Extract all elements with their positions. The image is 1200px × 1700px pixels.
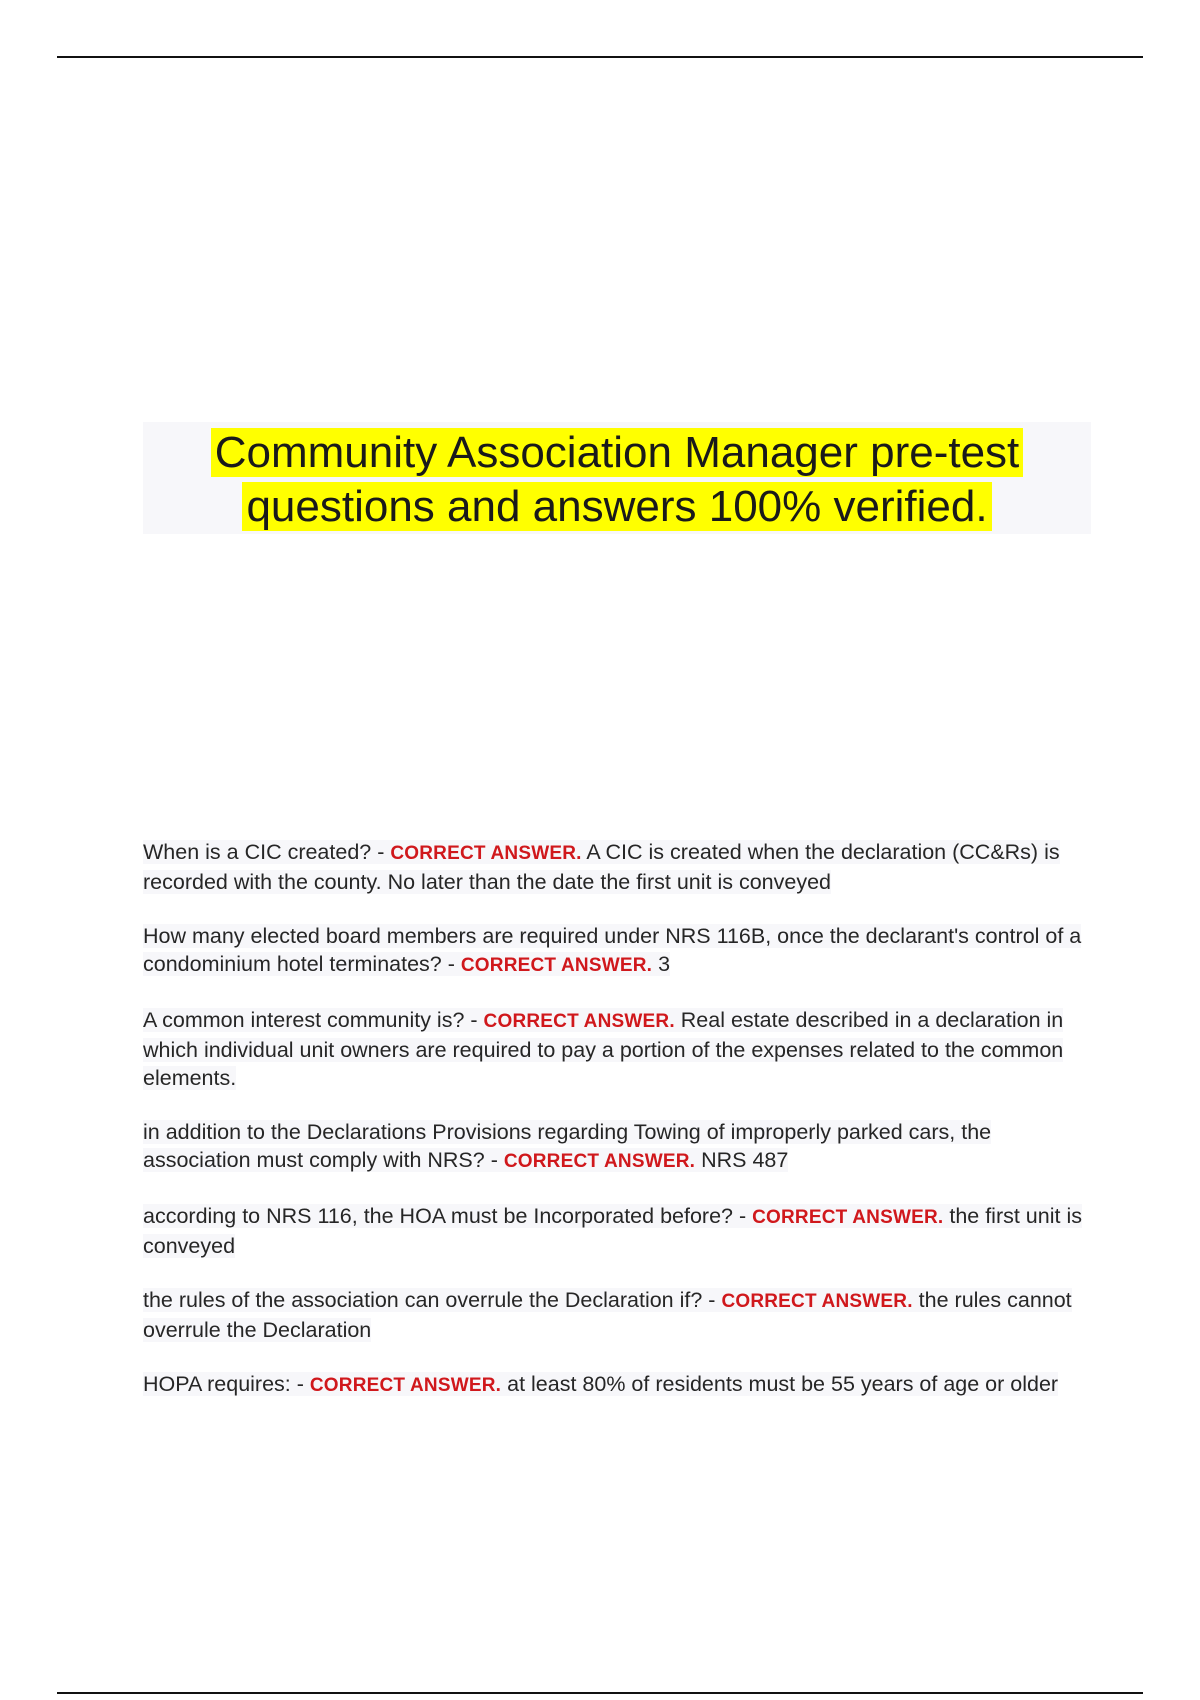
qa-answer: the rules cannot overrule the Declaration xyxy=(143,1288,1072,1342)
correct-answer-label: CORRECT ANSWER xyxy=(483,1011,670,1032)
correct-answer-label: CORRECT ANSWER xyxy=(503,1151,690,1172)
document-title xyxy=(143,422,1091,534)
qa-item: When is a CIC created? - CORRECT ANSWER. A CIC is created when the declaration (CC&Rs) is recorded with the county. No later than the date the first unit is conveyed xyxy=(143,840,1060,894)
correct-answer-label: CORRECT ANSWER xyxy=(721,1291,908,1312)
bottom-rule xyxy=(57,1692,1143,1694)
qa-list xyxy=(143,838,1093,1426)
top-rule xyxy=(57,56,1143,58)
qa-item: the rules of the association can overrule the Declaration if? - CORRECT ANSWER. the rules cannot overrule the Declaration xyxy=(143,1288,1072,1342)
qa-answer: at least 80% of residents must be 55 years of age or older xyxy=(507,1372,1059,1396)
qa-question: according to NRS 116, the HOA must be Incorporated before? - xyxy=(143,1204,747,1228)
qa-item: A common interest community is? - CORRECT ANSWER. Real estate described in a declaration in which individual unit owners are required to pay a portion of the expenses related to the common elements. xyxy=(143,1008,1064,1090)
qa-item: in addition to the Declarations Provisions regarding Towing of improperly parked cars, the association must comply with NRS? - CORRECT ANSWER. NRS 487 xyxy=(143,1120,992,1172)
qa-question: the rules of the association can overrule the Declaration if? - xyxy=(143,1288,716,1312)
qa-answer: A CIC is created when the declaration (CC&Rs) is recorded with the county. No later than the date the first unit is conveyed xyxy=(143,840,1060,894)
correct-answer-label: CORRECT ANSWER xyxy=(460,955,647,976)
title-line-2: questions and answers 100% verified. xyxy=(242,482,991,531)
qa-question: in addition to the Declarations Provisions regarding Towing of improperly parked cars, the association must comply with NRS? - xyxy=(143,1120,992,1172)
qa-question: HOPA requires: - xyxy=(143,1372,304,1396)
qa-answer: Real estate described in a declaration in which individual unit owners are required to pay a portion of the expenses related to the common elements. xyxy=(143,1008,1064,1090)
qa-answer: 3 xyxy=(658,952,671,976)
correct-answer-label: CORRECT ANSWER xyxy=(309,1375,496,1396)
qa-question: When is a CIC created? - xyxy=(143,840,385,864)
qa-question: A common interest community is? - xyxy=(143,1008,478,1032)
qa-answer: NRS 487 xyxy=(701,1148,789,1172)
qa-question: How many elected board members are required under NRS 116B, once the declarant's control of a condominium hotel terminates? - xyxy=(143,924,1082,976)
qa-item: HOPA requires: - CORRECT ANSWER. at least 80% of residents must be 55 years of age or older xyxy=(143,1372,1059,1396)
qa-item: How many elected board members are required under NRS 116B, once the declarant's control of a condominium hotel terminates? - CORRECT ANSWER. 3 xyxy=(143,924,1082,976)
correct-answer-label: CORRECT ANSWER xyxy=(390,843,577,864)
correct-answer-label: CORRECT ANSWER xyxy=(752,1207,938,1228)
qa-item: according to NRS 116, the HOA must be Incorporated before? - CORRECT ANSWER. the first unit is conveyed xyxy=(143,1204,1082,1258)
qa-answer: the first unit is conveyed xyxy=(143,1204,1082,1258)
title-line-1: Community Association Manager pre-test xyxy=(211,428,1024,477)
